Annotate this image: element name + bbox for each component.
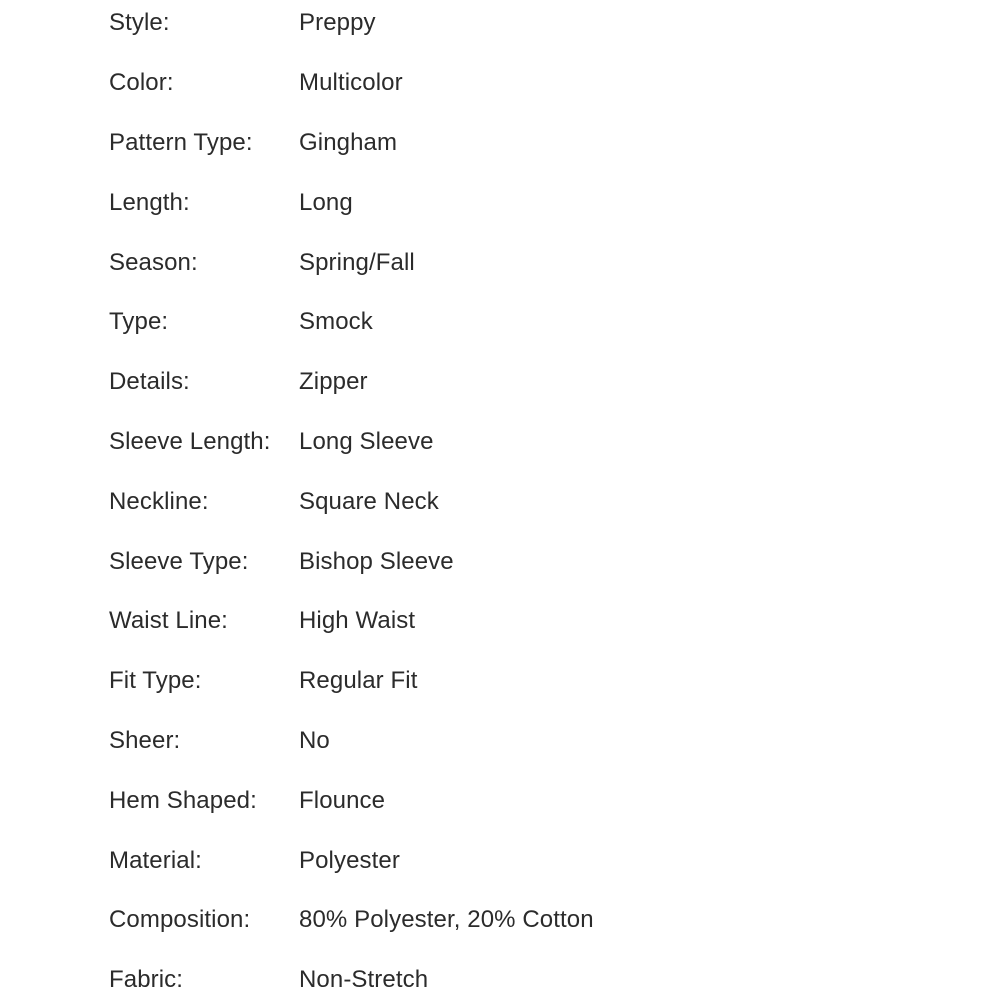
spec-label: Fit Type: bbox=[109, 667, 202, 694]
spec-value: Multicolor bbox=[299, 69, 403, 96]
spec-label: Sleeve Length: bbox=[109, 428, 271, 455]
spec-label: Details: bbox=[109, 368, 190, 395]
spec-value: Gingham bbox=[299, 129, 398, 156]
spec-label: Pattern Type: bbox=[109, 129, 253, 156]
spec-value: Smock bbox=[299, 308, 373, 335]
spec-value: Preppy bbox=[299, 9, 376, 36]
spec-label: Type: bbox=[109, 308, 169, 335]
spec-label: Composition: bbox=[109, 906, 251, 933]
spec-value: 80% Polyester, 20% Cotton bbox=[299, 906, 594, 933]
spec-label: Sleeve Type: bbox=[109, 548, 249, 575]
spec-row-material bbox=[0, 841, 1000, 881]
spec-value: Square Neck bbox=[299, 488, 439, 515]
spec-row-fabric bbox=[0, 960, 1000, 1000]
spec-row-sleeve-type bbox=[0, 542, 1000, 582]
spec-value: Spring/Fall bbox=[299, 249, 415, 276]
spec-row-type bbox=[0, 302, 1000, 342]
spec-label: Season: bbox=[109, 249, 198, 276]
spec-row-pattern-type bbox=[0, 123, 1000, 163]
spec-label: Fabric: bbox=[109, 966, 184, 993]
spec-label: Hem Shaped: bbox=[109, 787, 257, 814]
spec-value: Long bbox=[299, 189, 353, 216]
spec-row-length bbox=[0, 183, 1000, 223]
spec-value: Zipper bbox=[299, 368, 368, 395]
spec-row-composition bbox=[0, 900, 1000, 940]
spec-label: Sheer: bbox=[109, 727, 181, 754]
spec-label: Color: bbox=[109, 69, 174, 96]
spec-value: Bishop Sleeve bbox=[299, 548, 454, 575]
spec-value: Regular Fit bbox=[299, 667, 418, 694]
spec-row-season bbox=[0, 243, 1000, 283]
spec-row-details bbox=[0, 362, 1000, 402]
spec-value: High Waist bbox=[299, 607, 416, 634]
spec-row-neckline bbox=[0, 482, 1000, 522]
spec-row-sheer bbox=[0, 721, 1000, 761]
spec-row-fit-type bbox=[0, 661, 1000, 701]
spec-value: Flounce bbox=[299, 787, 386, 814]
spec-label: Material: bbox=[109, 847, 202, 874]
spec-label: Waist Line: bbox=[109, 607, 228, 634]
spec-row-sleeve-length bbox=[0, 422, 1000, 462]
spec-value: Polyester bbox=[299, 847, 400, 874]
spec-label: Length: bbox=[109, 189, 190, 216]
spec-row-hem-shaped bbox=[0, 781, 1000, 821]
spec-value: Non-Stretch bbox=[299, 966, 429, 993]
spec-value: Long Sleeve bbox=[299, 428, 434, 455]
spec-row-style bbox=[0, 3, 1000, 43]
spec-label: Neckline: bbox=[109, 488, 209, 515]
spec-value: No bbox=[299, 727, 330, 754]
spec-row-waist-line bbox=[0, 601, 1000, 641]
spec-row-color bbox=[0, 63, 1000, 103]
spec-label: Style: bbox=[109, 9, 170, 36]
